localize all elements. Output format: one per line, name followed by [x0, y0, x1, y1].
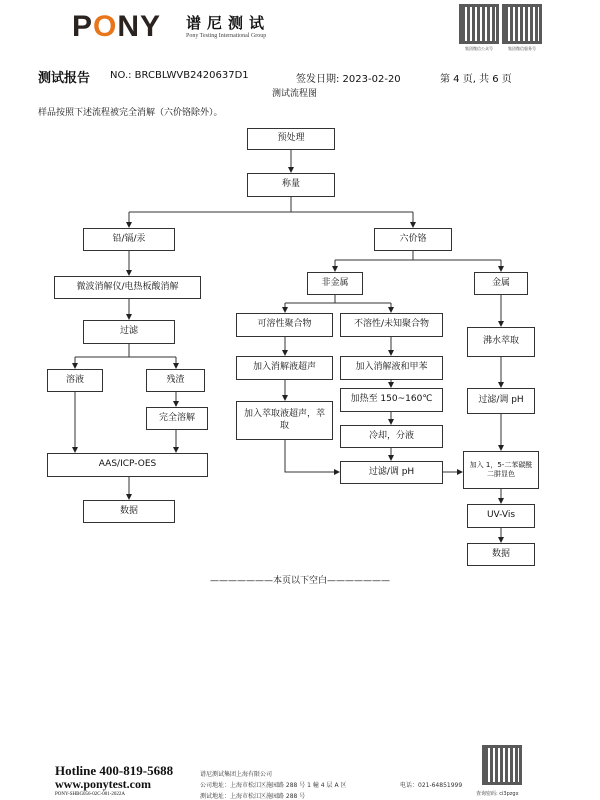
- section-title: 测试流程图: [272, 89, 318, 99]
- flow-step-add-digest-toluene: 加入消解液和甲苯: [340, 356, 443, 380]
- report-title: 测试报告: [38, 71, 91, 86]
- logo-subtitle: Pony Testing International Group: [186, 33, 267, 39]
- doc-code: PONY-SHBG056-02C-001-2022A: [55, 792, 126, 797]
- flow-step-insoluble: 不溶性/未知聚合物: [340, 313, 443, 337]
- flow-step-cool: 冷却，分液: [340, 425, 443, 448]
- company-name: 谱尼测试集团上海有限公司: [200, 771, 273, 778]
- company-phone: 电话：021-64851999: [400, 782, 463, 789]
- flow-step-metal: 金属: [474, 272, 528, 295]
- pony-logo: PONY: [72, 10, 162, 43]
- flow-step-color: 加入 1，5-二苯碳酰二肼显色: [463, 451, 539, 489]
- flow-step-solution: 溶液: [47, 369, 103, 392]
- intro-text: 样品按照下述流程被完全消解（六价铬除外）。: [38, 108, 223, 118]
- qr-caption: 集团微信服务号: [508, 46, 536, 51]
- test-address: 测试地址：上海市松江区施园路 288 号: [200, 793, 306, 800]
- flow-step-digest: 微波消解仪/电热板酸消解: [54, 276, 201, 299]
- page-number: 第 4 页, 共 6 页: [440, 74, 512, 85]
- flow-step-residue: 残渣: [146, 369, 205, 392]
- query-code: 查询密码: ci3pzgx: [476, 791, 519, 797]
- company-address: 公司地址：上海市松江区施园路 288 号 1 幢 4 层 A 区: [200, 782, 347, 789]
- flow-step-dissolve: 完全溶解: [146, 407, 208, 430]
- flow-step-add-extract: 加入萃取液超声，萃取: [236, 401, 333, 440]
- qr-code-icon: [482, 745, 522, 785]
- flow-step-data-left: 数据: [83, 500, 175, 523]
- flow-step-add-digest-us: 加入消解液超声: [236, 356, 333, 380]
- issue-date: 签发日期: 2023-02-20: [296, 74, 401, 85]
- flow-step-pb-cd-hg: 铅/镉/汞: [83, 228, 175, 251]
- logo-cn: 谱尼测试: [186, 14, 271, 32]
- qr-caption: 集团微信公众号: [465, 46, 493, 51]
- hotline: Hotline 400-819-5688: [55, 763, 174, 778]
- flow-step-filter: 过滤: [83, 320, 175, 344]
- flow-step-uvvis: UV-Vis: [467, 504, 535, 528]
- flow-step-filter-ph-right: 过滤/调 pH: [467, 388, 535, 414]
- flow-step-aas-icp: AAS/ICP-OES: [47, 453, 208, 477]
- flow-step-filter-ph-mid: 过滤/调 pH: [340, 461, 443, 484]
- flow-step-data-right: 数据: [467, 543, 535, 566]
- flow-step-soluble: 可溶性聚合物: [236, 313, 333, 337]
- flow-step-weigh: 称量: [247, 173, 335, 197]
- blank-note: ———————本页以下空白———————: [209, 576, 390, 586]
- flow-step-pretreat: 预处理: [247, 128, 335, 150]
- flow-step-boil: 沸水萃取: [467, 327, 535, 357]
- flow-step-cr6: 六价铬: [374, 228, 452, 251]
- flow-step-heat: 加热至 150~160℃: [340, 388, 443, 412]
- flow-step-nonmetal: 非金属: [307, 272, 363, 295]
- website: www.ponytest.com: [55, 777, 151, 791]
- report-number: NO.: BRCBLWVB2420637D1: [110, 70, 249, 81]
